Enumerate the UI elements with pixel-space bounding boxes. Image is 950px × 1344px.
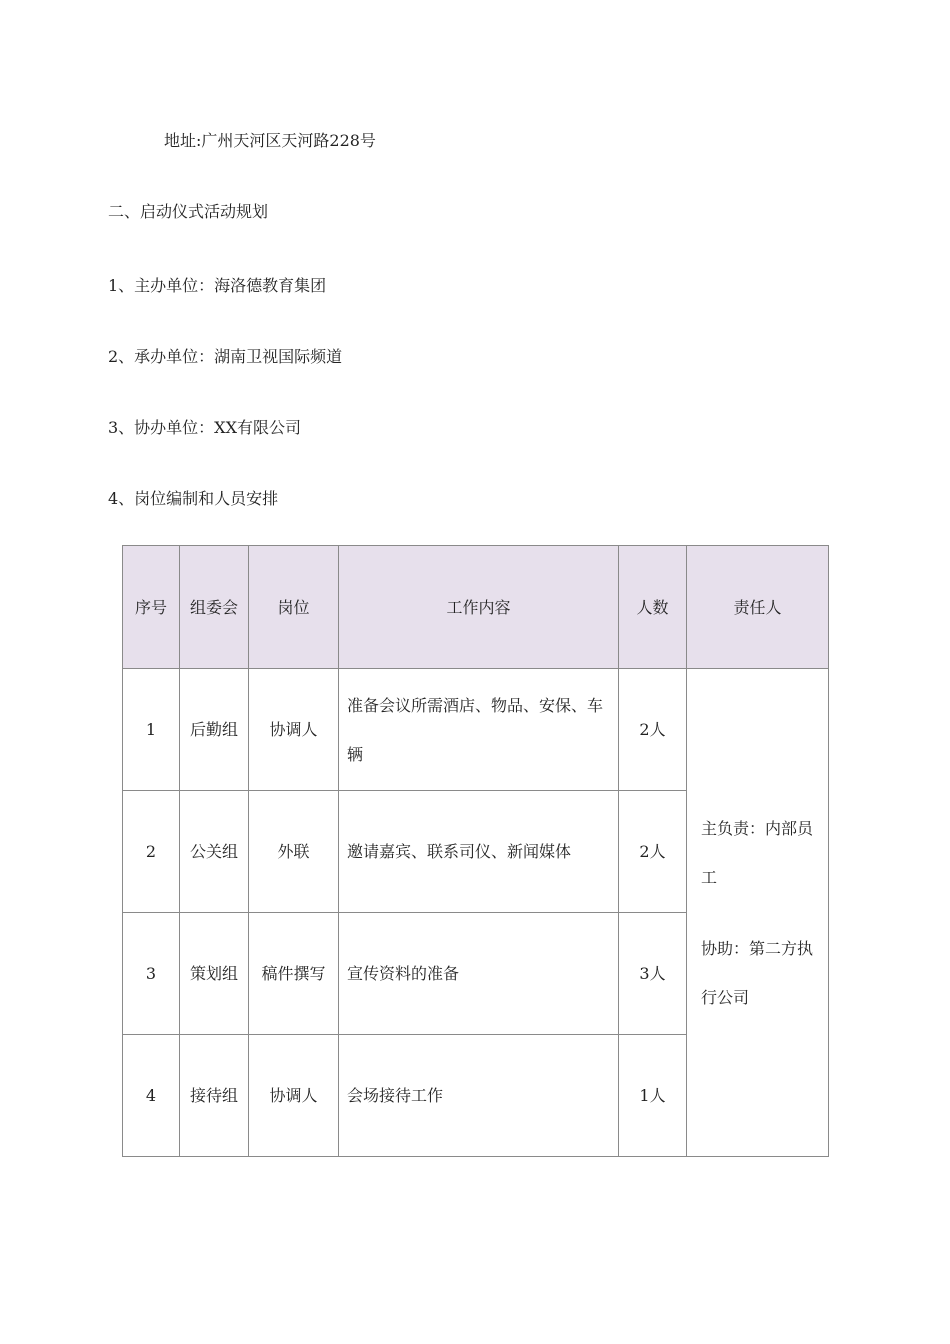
row-no: 1 [123,669,180,791]
row-group: 后勤组 [180,669,249,791]
section-title: 二、启动仪式活动规划 [108,202,269,221]
row-content: 准备会议所需酒店、物品、安保、车辆 [339,669,619,791]
row-group: 接待组 [180,1035,249,1157]
row-count: 1人 [619,1035,687,1157]
staffing-table [122,545,829,1157]
header-no: 序号 [123,546,180,669]
table-row [123,669,829,791]
header-post: 岗位 [249,546,339,669]
address-line: 地址:广州天河区天河路228号 [164,131,376,150]
row-post: 外联 [249,791,339,913]
row-group: 公关组 [180,791,249,913]
responsible-cell [687,669,829,1157]
header-responsible: 责任人 [687,546,829,669]
header-count: 人数 [619,546,687,669]
row-post: 协调人 [249,1035,339,1157]
row-post: 协调人 [249,669,339,791]
row-no: 2 [123,791,180,913]
staffing-heading: 4、岗位编制和人员安排 [108,489,279,508]
undertaker-line: 2、承办单位：湖南卫视国际频道 [108,347,343,366]
row-content: 邀请嘉宾、联系司仪、新闻媒体 [339,791,619,913]
co-organizer-line: 3、协办单位：XX有限公司 [108,418,301,437]
row-post: 稿件撰写 [249,913,339,1035]
row-count: 2人 [619,669,687,791]
row-no: 4 [123,1035,180,1157]
header-content: 工作内容 [339,546,619,669]
organizer-line: 1、主办单位：海洛德教育集团 [108,276,327,295]
table-header-row [123,546,829,669]
row-count: 3人 [619,913,687,1035]
row-content: 宣传资料的准备 [339,913,619,1035]
row-group: 策划组 [180,913,249,1035]
row-count: 2人 [619,791,687,913]
responsible-assist: 协助：第二方执行公司 [701,938,814,1007]
row-content: 会场接待工作 [339,1035,619,1157]
header-group: 组委会 [180,546,249,669]
responsible-main: 主负责：内部员工 [701,818,814,887]
row-no: 3 [123,913,180,1035]
